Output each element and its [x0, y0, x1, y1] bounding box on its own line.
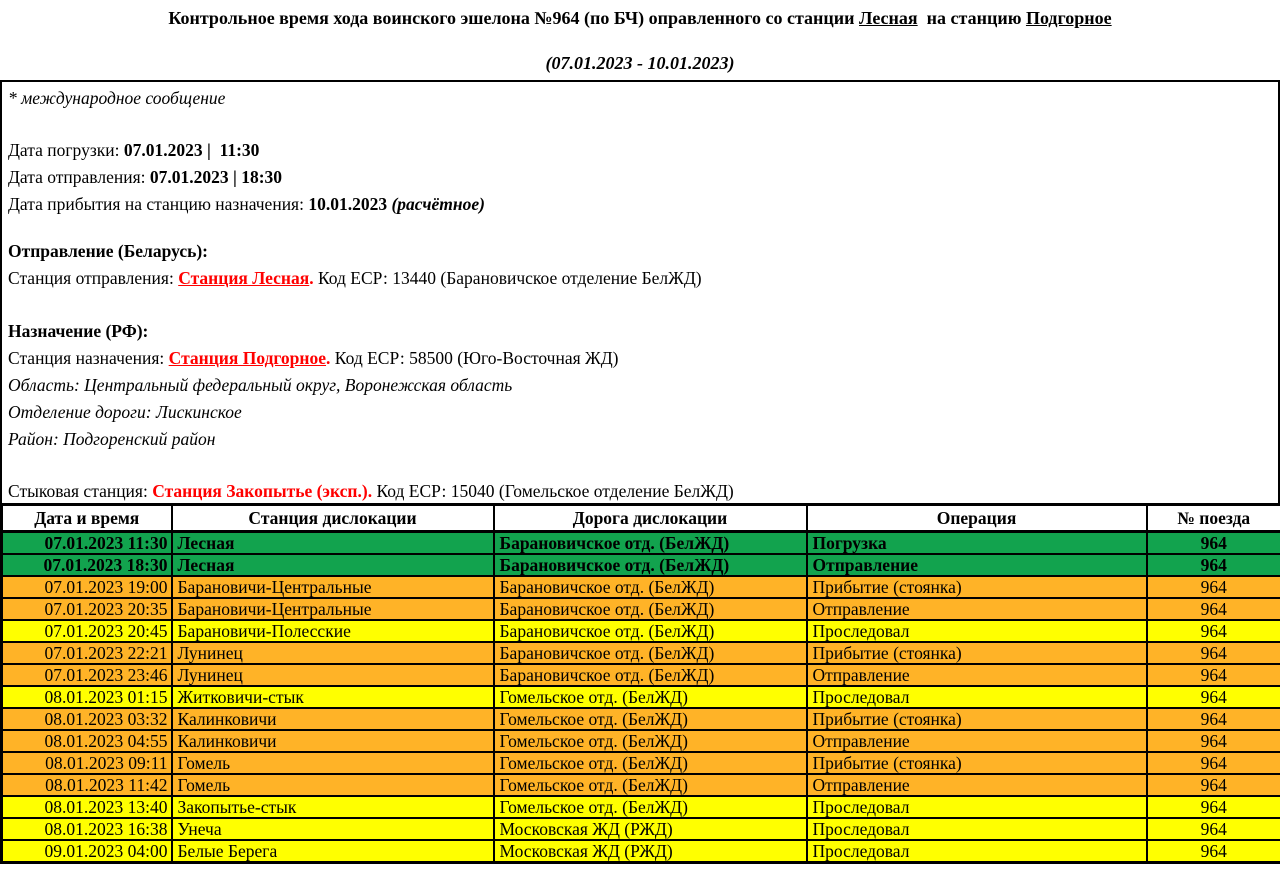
cell-datetime: 08.01.2023 03:32 — [2, 708, 172, 730]
junction-station-label: Стыковая станция: — [8, 481, 153, 501]
cell-train: 964 — [1147, 532, 1280, 555]
junction-station-name: Станция Закопытье (эксп.). — [152, 481, 373, 501]
origin-station-line — [8, 265, 1270, 292]
destination-region: Область: Центральный федеральный округ, Воронежская область — [8, 375, 513, 395]
destination-station-label: Станция назначения: — [8, 348, 169, 368]
report-title — [0, 8, 1280, 29]
cell-train: 964 — [1147, 796, 1280, 818]
cell-road: Гомельское отд. (БелЖД) — [494, 774, 807, 796]
table-row — [2, 730, 1280, 752]
cell-operation: Отправление — [807, 598, 1147, 620]
cell-datetime: 08.01.2023 11:42 — [2, 774, 172, 796]
cell-road: Барановичское отд. (БелЖД) — [494, 664, 807, 686]
origin-station-label: Станция отправления: — [8, 268, 179, 288]
cell-train: 964 — [1147, 598, 1280, 620]
cell-datetime: 08.01.2023 09:11 — [2, 752, 172, 774]
cell-station: Гомель — [172, 774, 494, 796]
cell-datetime: 07.01.2023 18:30 — [2, 554, 172, 576]
cell-datetime: 08.01.2023 01:15 — [2, 686, 172, 708]
cell-train: 964 — [1147, 576, 1280, 598]
table-row — [2, 686, 1280, 708]
cell-station: Барановичи-Центральные — [172, 576, 494, 598]
cell-road: Гомельское отд. (БелЖД) — [494, 730, 807, 752]
spacer — [8, 292, 1270, 318]
title-block — [0, 0, 1280, 80]
table-row — [2, 840, 1280, 863]
table-row — [2, 620, 1280, 642]
origin-station-link[interactable]: Станция Лесная — [178, 268, 310, 288]
cell-datetime: 08.01.2023 04:55 — [2, 730, 172, 752]
cell-operation: Прибытие (стоянка) — [807, 752, 1147, 774]
table-row — [2, 576, 1280, 598]
arrival-date-value: 10.01.2023 — [308, 194, 392, 214]
departure-date-value: 07.01.2023 | 18:30 — [149, 167, 283, 187]
cell-operation: Отправление — [807, 554, 1147, 576]
table-header-row — [2, 505, 1280, 532]
destination-station-line — [8, 345, 1270, 372]
arrival-date-label: Дата прибытия на станцию назначения: — [8, 194, 309, 214]
report-body — [0, 80, 1280, 503]
cell-datetime: 07.01.2023 23:46 — [2, 664, 172, 686]
arrival-date-note: (расчётное) — [391, 194, 485, 214]
table-row — [2, 554, 1280, 576]
arrival-date-line — [8, 191, 1270, 218]
cell-road: Гомельское отд. (БелЖД) — [494, 708, 807, 730]
cell-operation: Проследовал — [807, 818, 1147, 840]
loading-date-value: 07.01.2023 | 11:30 — [123, 140, 260, 160]
cell-train: 964 — [1147, 730, 1280, 752]
cell-operation: Проследовал — [807, 686, 1147, 708]
cell-station: Закопытье-стык — [172, 796, 494, 818]
destination-station-rest: Код ЕСР: 58500 (Юго-Восточная ЖД) — [330, 348, 619, 368]
cell-operation: Проследовал — [807, 840, 1147, 863]
cell-train: 964 — [1147, 708, 1280, 730]
cell-road: Гомельское отд. (БелЖД) — [494, 686, 807, 708]
cell-station: Калинковичи — [172, 708, 494, 730]
international-note: * международное сообщение — [8, 88, 226, 108]
cell-operation: Отправление — [807, 664, 1147, 686]
column-header: № поезда — [1147, 505, 1280, 532]
departure-date-line — [8, 164, 1270, 191]
spacer — [8, 453, 1270, 478]
cell-station: Гомель — [172, 752, 494, 774]
origin-station-rest: Код ЕСР: 13440 (Барановичское отделение БелЖД) — [313, 268, 702, 288]
origin-heading: Отправление (Беларусь): — [8, 241, 209, 261]
column-header: Операция — [807, 505, 1147, 532]
cell-operation: Прибытие (стоянка) — [807, 576, 1147, 598]
cell-train: 964 — [1147, 818, 1280, 840]
cell-road: Московская ЖД (РЖД) — [494, 818, 807, 840]
junction-station-line — [8, 478, 1270, 503]
cell-datetime: 07.01.2023 19:00 — [2, 576, 172, 598]
cell-road: Барановичское отд. (БелЖД) — [494, 642, 807, 664]
destination-station-link[interactable]: Станция Подгорное — [168, 348, 327, 368]
cell-operation: Отправление — [807, 774, 1147, 796]
table-row — [2, 598, 1280, 620]
column-header: Дорога дислокации — [494, 505, 807, 532]
cell-road: Гомельское отд. (БелЖД) — [494, 752, 807, 774]
column-header: Станция дислокации — [172, 505, 494, 532]
cell-road: Барановичское отд. (БелЖД) — [494, 532, 807, 555]
table-row — [2, 774, 1280, 796]
cell-road: Барановичское отд. (БелЖД) — [494, 576, 807, 598]
cell-train: 964 — [1147, 620, 1280, 642]
cell-train: 964 — [1147, 752, 1280, 774]
loading-date-line — [8, 137, 1270, 164]
cell-operation: Проследовал — [807, 620, 1147, 642]
table-row — [2, 818, 1280, 840]
cell-train: 964 — [1147, 642, 1280, 664]
schedule-table — [0, 503, 1280, 864]
cell-road: Московская ЖД (РЖД) — [494, 840, 807, 863]
report-period: (07.01.2023 - 10.01.2023) — [545, 53, 735, 73]
table-row — [2, 708, 1280, 730]
cell-road: Барановичское отд. (БелЖД) — [494, 620, 807, 642]
cell-datetime: 07.01.2023 11:30 — [2, 532, 172, 555]
departure-date-label: Дата отправления: — [8, 167, 150, 187]
cell-road: Барановичское отд. (БелЖД) — [494, 598, 807, 620]
cell-road: Гомельское отд. (БелЖД) — [494, 796, 807, 818]
table-row — [2, 642, 1280, 664]
cell-station: Барановичи-Полесские — [172, 620, 494, 642]
cell-train: 964 — [1147, 554, 1280, 576]
origin-station-dot: . — [309, 268, 314, 288]
cell-operation: Отправление — [807, 730, 1147, 752]
destination-station-dot: . — [326, 348, 331, 368]
destination-heading: Назначение (РФ): — [8, 321, 149, 341]
cell-station: Лунинец — [172, 664, 494, 686]
column-header: Дата и время — [2, 505, 172, 532]
cell-train: 964 — [1147, 774, 1280, 796]
table-row — [2, 532, 1280, 555]
cell-train: 964 — [1147, 840, 1280, 863]
cell-operation: Прибытие (стоянка) — [807, 708, 1147, 730]
title-from-station: Лесная — [859, 8, 918, 28]
cell-datetime: 07.01.2023 20:35 — [2, 598, 172, 620]
title-middle: на станцию — [917, 8, 1026, 28]
cell-datetime: 09.01.2023 04:00 — [2, 840, 172, 863]
cell-station: Лесная — [172, 532, 494, 555]
cell-station: Лунинец — [172, 642, 494, 664]
cell-train: 964 — [1147, 686, 1280, 708]
cell-station: Калинковичи — [172, 730, 494, 752]
cell-datetime: 07.01.2023 20:45 — [2, 620, 172, 642]
table-row — [2, 752, 1280, 774]
destination-division: Отделение дороги: Лискинское — [8, 402, 242, 422]
cell-train: 964 — [1147, 664, 1280, 686]
cell-operation: Прибытие (стоянка) — [807, 642, 1147, 664]
spacer — [8, 218, 1270, 238]
cell-station: Унеча — [172, 818, 494, 840]
table-row — [2, 664, 1280, 686]
cell-operation: Проследовал — [807, 796, 1147, 818]
loading-date-label: Дата погрузки: — [8, 140, 124, 160]
cell-datetime: 07.01.2023 22:21 — [2, 642, 172, 664]
cell-station: Лесная — [172, 554, 494, 576]
title-prefix: Контрольное время хода воинского эшелона №964 (по БЧ) оправленного со станции — [168, 8, 860, 28]
cell-station: Барановичи-Центральные — [172, 598, 494, 620]
spacer — [8, 112, 1270, 137]
table-body — [2, 532, 1280, 863]
cell-datetime: 08.01.2023 16:38 — [2, 818, 172, 840]
table-row — [2, 796, 1280, 818]
cell-operation: Погрузка — [807, 532, 1147, 555]
cell-datetime: 08.01.2023 13:40 — [2, 796, 172, 818]
title-to-station: Подгорное — [1025, 8, 1112, 28]
destination-district: Район: Подгоренский район — [8, 429, 216, 449]
cell-station: Житковичи-стык — [172, 686, 494, 708]
junction-station-rest: Код ЕСР: 15040 (Гомельское отделение БелЖД) — [372, 481, 734, 501]
cell-station: Белые Берега — [172, 840, 494, 863]
cell-road: Барановичское отд. (БелЖД) — [494, 554, 807, 576]
